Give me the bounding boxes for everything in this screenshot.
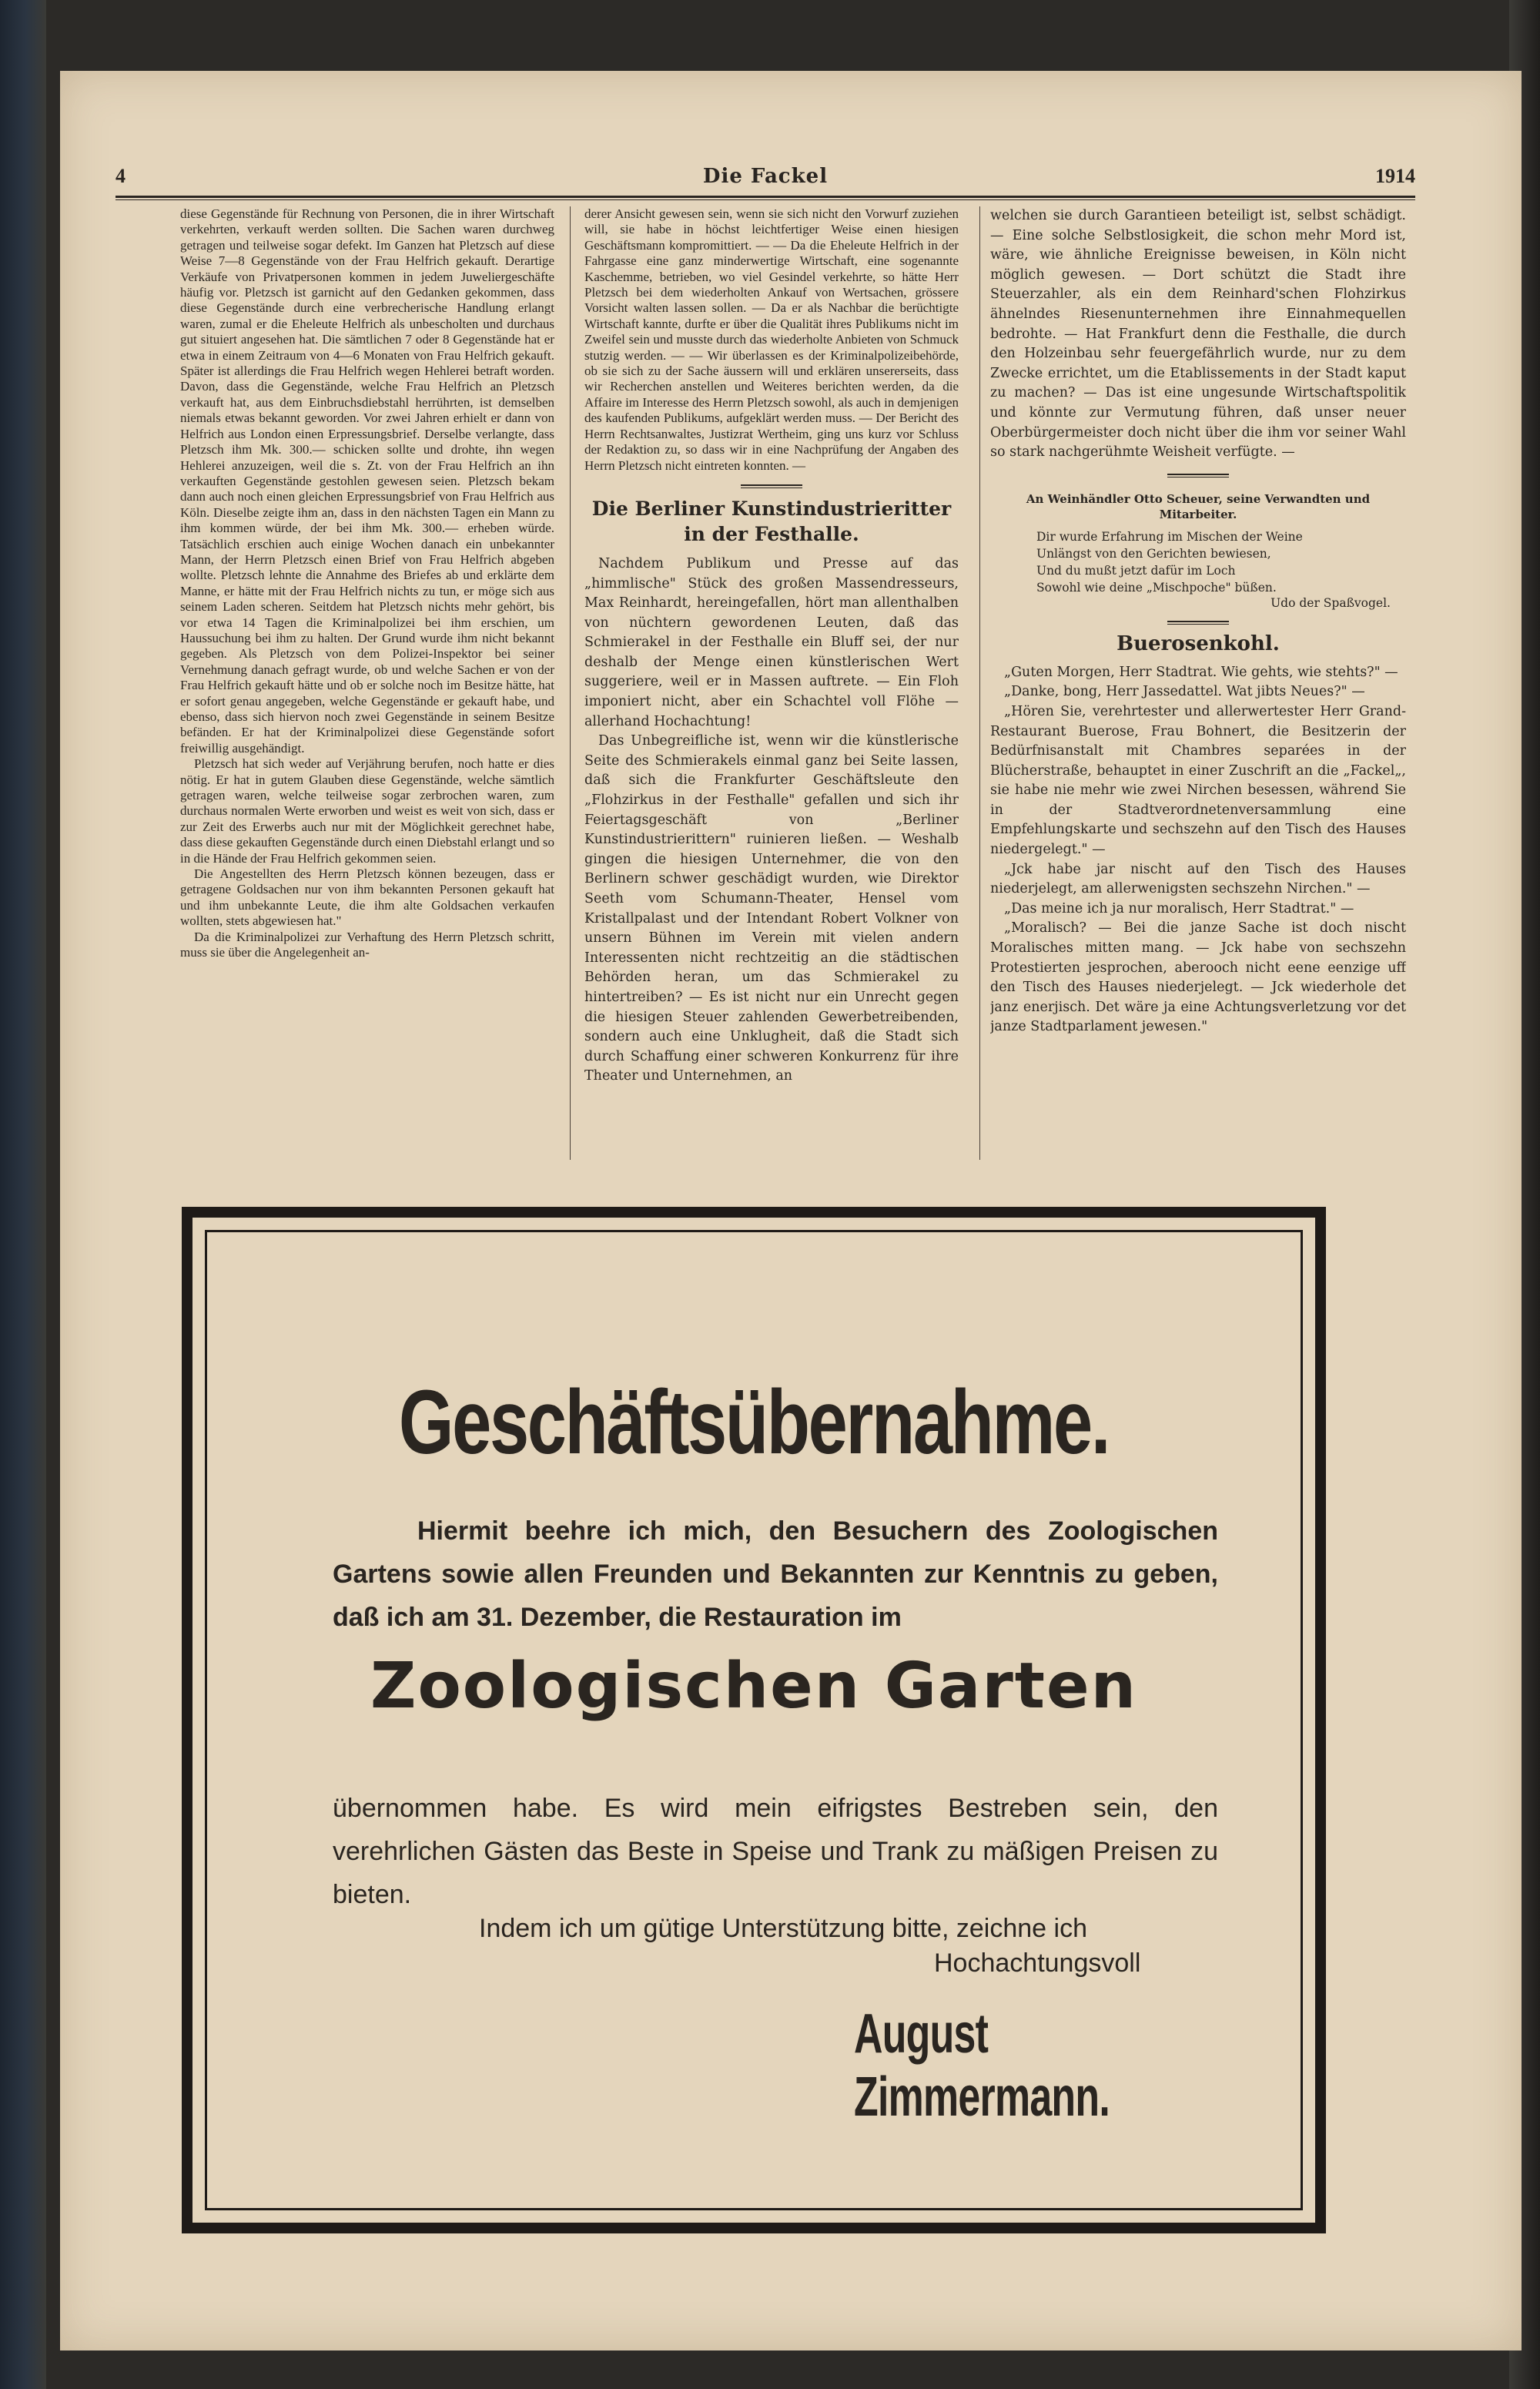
poem (1036, 528, 1406, 596)
column-divider (979, 206, 980, 1160)
poem-line: Sowohl wie deine „Mischpoche" büßen. (1036, 580, 1277, 595)
article-paragraph: „Das meine ich ja nur moralisch, Herr Stadtrat." — (1004, 900, 1354, 916)
article-paragraph: „Danke, bong, Herr Jassedattel. Wat jibts Neues?" — (1004, 684, 1365, 700)
column-1-paragraph: Pletzsch hat sich weder auf Verjährung berufen, noch hatte er dies nötig. Er hat in gutem Glauben diese Gegenstände, welche sämtlich getragen waren, welche teilweise sogar zerbrochen waren, zum durchaus normalen Werte erworben und weist es weit von sich, dass er zur Zeit des Erwerbs auch nur mit der Möglichkeit gerechnet habe, dass diese gekauften Gegenstände durch einen Diebstahl erlangt und so in die Hände der Frau Helfrich gekommen seien. (180, 756, 554, 866)
poem-line: Unlängst von den Gerichten bewiesen, (1036, 546, 1271, 561)
article-title-kunstindustrieritter: Die Berliner Kunstindustrieritter in der Festhalle. (591, 497, 952, 545)
article-title-buerosenkohl: Buerosenkohl. (1116, 632, 1280, 655)
advertisement-headline: Geschäftsübernahme. (398, 1372, 1110, 1473)
section-separator (1167, 474, 1229, 477)
column-1 (180, 206, 554, 1160)
column-2 (584, 206, 959, 1160)
article-paragraph: „Moralisch? — Bei die janze Sache ist doch nischt Moralisches mitten mang. — Jck habe von sechszehn Protestierten jesprochen, aberooch nicht eene eenzige uff den Tisch des Hauses niederjelegt. — Jck wiederhole det janz enerjisch. Det wäre ja eine Achtungsverletzung vor det janze Stadtparlament jewesen." (990, 920, 1406, 1035)
article-body-buerosenkohl (990, 663, 1406, 1037)
book-binding-left (0, 0, 46, 2389)
section-separator (741, 484, 802, 488)
article-paragraph: Das Unbegreifliche ist, wenn wir die künstlerische Seite des Schmierakels einmal ganz bei Seite lassen, daß sich die Frankfurter Geschäftsleute den „Flohzirkus in der Festhalle" gefallen und sich ihr Feiertagsgeschäft von „Berliner Kunstindustrierittern" ruinieren ließen. — Weshalb gingen die hiesigen Unternehmer, die von den Berlinern schwer geschädigt wurden, wie Direktor Seeth vom Schumann-Theater, Hensel vom Kristallpalast und der Intendant Robert Volkner von unsern Bühnen im Verein mit vielen andern Interessenten nicht rechtzeitig an die städtischen Behörden heran, um das Schmierakel zu hintertreiben? — Es ist nicht nur ein Unrecht gegen die hiesigen Steuer zahlenden Gewerbetreibenden, sondern auch eine Unklugheit, daß die Stadt sich durch Schaffung einer schweren Konkurrenz für ihre Theater und Unternehmen, an (584, 733, 959, 1084)
page-year: 1914 (1375, 165, 1415, 187)
header-rule (116, 196, 1415, 200)
article-paragraph: Nachdem Publikum und Presse auf das „himmlische" Stück des großen Massendresseurs, Max Reinhardt, hereingefallen, hört man allenthalben von nüchtern gewordenen Leuten, daß das Schmierakel in der Festhalle ein Bluff sei, der nur deshalb der Menge einen künstlerischen Wert suggeriere, weil er in Massen auftrete. — Ein Floh imponiert nicht, aber ein Schachtel voll Flöhe — allerhand Hochachtung! (584, 555, 959, 729)
column-3 (990, 206, 1406, 1160)
advertisement-closing: Hochachtungsvoll (934, 1948, 1141, 1978)
page-number: 4 (116, 165, 126, 187)
column-2-text (584, 206, 959, 474)
article-paragraph: „Jck habe jar nischt auf den Tisch des Hauses niederjelegt, am allerwenigsten sechszehn Nirchen." — (990, 861, 1406, 897)
column-1-paragraph: Da die Kriminalpolizei zur Verhaftung des Herrn Pletzsch schritt, muss sie über die Angelegenheit an- (180, 929, 554, 960)
advertisement-box (182, 1207, 1326, 2233)
advertisement-inner-frame (205, 1230, 1303, 2210)
section-separator (1167, 621, 1229, 625)
advertisement-paragraph-2: übernommen habe. Es wird mein eifrigstes Bestreben sein, den verehrlichen Gästen das Beste in Speise und Trank zu mäßigen Preisen zu bieten. (333, 1794, 1218, 1909)
article-paragraph: „Guten Morgen, Herr Stadtrat. Wie gehts, wie stehts?" — (1004, 664, 1398, 680)
masthead-title: Die Fackel (702, 165, 829, 188)
poem-title: An Weinhändler Otto Scheuer, seine Verwandten und Mitarbeiter. (1026, 491, 1371, 521)
poem-line: Dir wurde Erfahrung im Mischen der Weine (1036, 529, 1303, 544)
poem-line: Und du mußt jetzt dafür im Loch (1036, 563, 1236, 578)
advertisement-signature: August Zimmermann. (854, 2003, 1110, 2128)
advertisement-paragraph-3: Indem ich um gütige Unterstützung bitte, zeichne ich (479, 1914, 1087, 1943)
column-divider (570, 206, 571, 1160)
column-1-text (180, 206, 554, 961)
article-paragraph: „Hören Sie, verehrtester und allerwertester Herr Grand-Restaurant Buerose, Frau Bohnert, die Besitzerin der Bedürfnisanstalt mit Chambres separées in der Blücherstraße, behauptet in einer Zuschrift an die „Fackel„, sie habe nie mehr wie zwei Nirchen besessen, während Sie in der Stadtverordnetenversammlung eine Empfehlungskarte und sechszehn auf den Tisch des Hauses niedergelegt." — (990, 703, 1406, 858)
advertisement-paragraph-1: Hiermit beehre ich mich, den Besuchern des Zoologischen Gartens sowie allen Freunden und Bekannten zur Kenntnis zu geben, daß ich am 31. Dezember, die Restauration im (333, 1516, 1218, 1632)
running-head (116, 165, 1415, 193)
column-3-text (990, 206, 1406, 463)
column-3-paragraph: welchen sie durch Garantieen beteiligt ist, selbst schädigt. — Eine solche Selbstlosigkeit, die schon mehr Mord ist, wäre, wie ähnliche Ereignisse beweisen, in Köln nicht möglich gewesen. — Dort schützt die Stadt ihre Steuerzahler, als ein dem Reinhard'schen Flohzirkus ähnelndes Riesenunternehmen ihre Einnahmequellen bedrohte. — Hat Frankfurt denn die Festhalle, die durch den Holzeinbau sehr feuergefährlich wurde, nur zu dem Zwecke errichtet, um die Etablissements in der Stadt kaput zu machen? — Das ist eine ungesunde Wirtschaftspolitik und könnte zur Vermutung führen, daß unser neuer Oberbürgermeister doch nicht über die ihm vor seiner Wahl so stark nachgerühmte Weisheit verfügte. — (990, 208, 1406, 461)
column-1-paragraph: Die Angestellten des Herrn Pletzsch können bezeugen, dass er getragene Goldsachen nur von ihm bekannten Personen gekauft hat und ihm unbekannte Leute, die ihm alte Goldsachen verkaufen wollten, stets abgewiesen hat." (180, 866, 554, 929)
column-1-paragraph: diese Gegenstände für Rechnung von Personen, die in ihrer Wirtschaft verkehrten, verkauft werden sollten. Die Sachen waren durchweg getragen und teilweise sogar defekt. Im Ganzen hat Pletzsch auf diese Weise 7—8 Gegenstände von der Frau Helfrich gekauft. Derartige Verkäufe von Privatpersonen kommen in jedem Juweliergeschäfte häufig vor. Pletzsch ist garnicht auf den Gedanken gekommen, dass diese Gegenstände durch eine verbrecherische Handlung erlangt waren, zumal er die Eheleute Helfrich als unbescholten und durchaus gut situiert angesehen hat. Die sämtlichen 7 oder 8 Gegenstände hat er etwa in einem Zeitraum von 4—6 Monaten von Frau Helfrich gekauft. Später ist allerdings die Frau Helfrich wegen Hehlerei betraft worden. Davon, dass die Gegenstände, welche Frau Helfrich an Pletzsch verkauft hat, aus dem Einbruchsdiebstahl herrührten, ist demselben niemals etwas bekannt geworden. Vor zwei Jahren erhielt er dann von Helfrich aus London einen Erpressungsbrief. Derselbe verlangte, dass Pletzsch ihm Mk. 300.— schicken sollte und drohte, ihn wegen Hehlerei anzuzeigen, weil die s. Zt. von der Frau Helfrich an ihn verkauften Gegenstände gestohlen gewesen seien. Pletzsch bekam dann auch noch einen gleichen Erpressungsbrief von Frau Helfrich aus Köln. Dieselbe zeigte ihm an, dass in den nächsten Tagen ein Mann zu ihm kommen würde, der bei ihm Mk. 300.— erheben würde. Tatsächlich erschien auch einige Wochen danach ein unbekannter Mann, der Herrn Pletzsch einen Brief von Frau Helfrich abgeben wollte. Pletzsch lehnte die Annahme des Briefes ab und erklärte dem Manne, er hätte mit der Frau Helfrich nichts zu tun, er möge sich aus seinem Laden scheren. Seitdem hat Pletzsch nichts mehr gehört, bis vor etwa 14 Tagen die Kriminalpolizei bei ihm erschien, um Haussuchung bei ihm zu halten. Der Grund wurde ihm nicht bekannt gegeben. Als Pletzsch von dem Polizei-Inspektor bei seiner Vernehmung danach gefragt wurde, ob und welche Sachen er von der Frau Helfrich gekauft hätte und ob er solche noch im Besitze hätte, hat er sofort genau angegeben, welche Gegenstände er gekauft habe, und ebenso, dass sich hiervon noch zwei Gegenstände in seinem Besitze befänden. Er hat der Kriminalpolizei diese Gegenstände sofort freiwillig ausgehändigt. (180, 206, 554, 756)
column-2-paragraph: derer Ansicht gewesen sein, wenn sie sich nicht den Vorwurf zuziehen will, sie habe in höchst leichtfertiger Weise einen hiesigen Geschäftsmann kompromittiert. — — Da die Eheleute Helfrich in der Fahrgasse eine ganz minderwertige Wirtschaft, eine sogenannte Kaschemme, betrieben, wo viel Gesindel verkehrte, so hätte Herr Pletzsch bei dem wiederholten Ankauf von Wertsachen, grössere Vorsicht walten lassen sollen. — Da er als Nachbar die berüchtigte Wirtschaft kannte, durfte er über die Qualität ihres Publikums nicht im Zweifel sein und musste durch das wiederholte Anbieten von Schmuck stutzig werden. — — Wir überlassen es der Kriminalpolizeibehörde, ob sie sich zu der Sache äussern will und erklären unsererseits, dass wir Recherchen anstellen und Weiteres berichten werden, da die Affaire im Interesse des Herrn Pletzsch sowohl, als auch in demjenigen des kaufenden Publikums, aufgeklärt werden muss. — Der Bericht des Herrn Rechtsanwaltes, Justizrat Wertheim, ging uns kurz vor Schluss der Redaktion zu, so dass wir in eine Nachprüfung der Angaben des Herrn Pletzsch nicht eintreten konnten. — (584, 206, 959, 473)
advertisement-venue-name: Zoologischen Garten (370, 1650, 1137, 1723)
poem-signature: Udo der Spaßvogel. (1270, 595, 1391, 610)
article-body-kunstindustrieritter (584, 555, 959, 1087)
